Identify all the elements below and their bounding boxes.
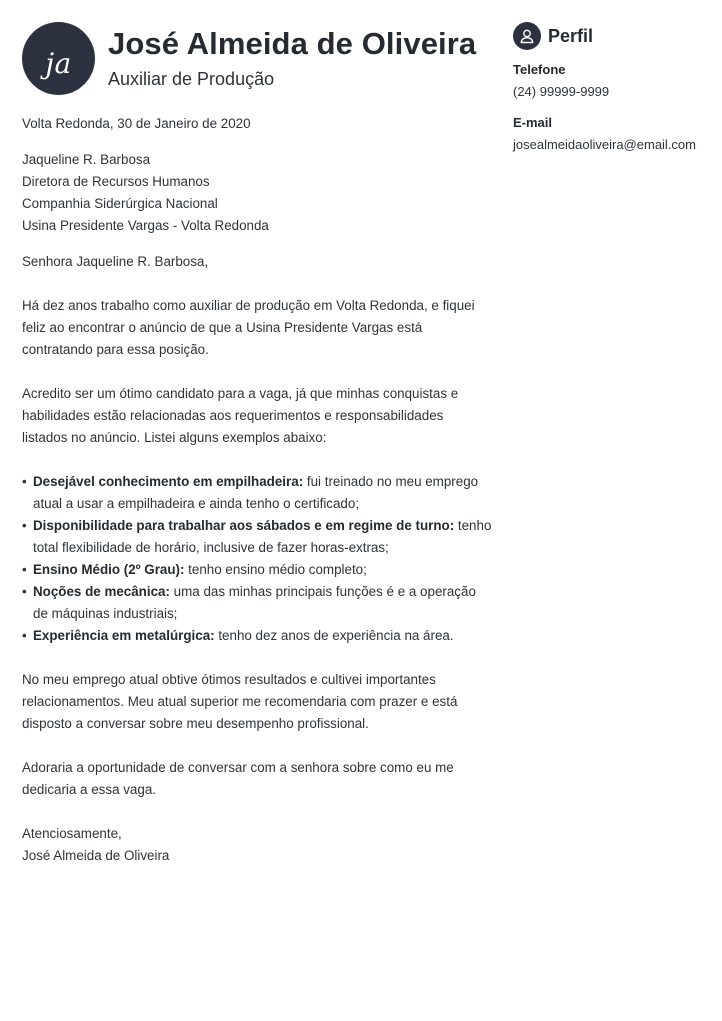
recipient-name: Jaqueline R. Barbosa (22, 152, 151, 167)
bullet-text: tenho total flexibilidade de horário, inclusive de fazer horas-extras; (33, 518, 492, 555)
letter-date: Volta Redonda, 30 de Janeiro de 2020 (22, 116, 251, 131)
bullet-text: tenho dez anos de experiência na área. (214, 628, 454, 643)
bullet-title: Experiência em metalúrgica: (33, 628, 215, 643)
bullet-text: tenho ensino médio completo; (184, 562, 367, 577)
bullet-title: Disponibilidade para trabalhar aos sábados e em regime de turno: (33, 518, 455, 533)
letter-body (22, 113, 492, 867)
bullet-title: Desejável conhecimento em empilhadeira: (33, 474, 304, 489)
recipient-position: Diretora de Recursos Humanos (22, 174, 210, 189)
list-item (22, 581, 492, 625)
signature-name: José Almeida de Oliveira (22, 848, 170, 863)
paragraph-closing: Adoraria a oportunidade de conversar com a senhora sobre como eu me dedicaria a essa vaga. (22, 760, 454, 797)
profile-title: Perfil (548, 25, 594, 46)
bullet-text: uma das minhas principais funções é e a operação de máquinas industriais; (33, 584, 476, 621)
job-title: Auxiliar de Produção (108, 69, 275, 89)
user-icon (513, 22, 541, 50)
bullet-title: Ensino Médio (2º Grau): (33, 562, 185, 577)
email-label: E-mail (513, 115, 553, 130)
list-item (22, 515, 492, 559)
list-item (22, 559, 492, 581)
recipient-block (22, 149, 492, 237)
bullet-title: Noções de mecânica: (33, 584, 170, 599)
avatar-initials: ja (45, 47, 72, 80)
paragraph-intro: Há dez anos trabalho como auxiliar de produção em Volta Redonda, e fiquei feliz ao encontrar o anúncio de que a Usina Presidente Vargas está contratando para essa posição. (22, 298, 475, 357)
recipient-company: Companhia Siderúrgica Nacional (22, 196, 218, 211)
list-item (22, 625, 492, 647)
closing-phrase: Atenciosamente, (22, 826, 122, 841)
sign-off (22, 823, 492, 867)
bullet-text: fui treinado no meu emprego atual a usar a empilhadeira e ainda tenho o certificado; (33, 474, 479, 511)
profile-sidebar (513, 22, 713, 154)
email-value: josealmeidaoliveira@email.com (513, 137, 696, 152)
phone-value: (24) 99999-9999 (513, 84, 610, 99)
list-item (22, 471, 492, 515)
profile-header (513, 22, 713, 50)
applicant-name: José Almeida de Oliveira (108, 26, 477, 61)
salutation: Senhora Jaqueline R. Barbosa, (22, 254, 209, 269)
recipient-location: Usina Presidente Vargas - Volta Redonda (22, 218, 269, 233)
avatar (22, 22, 95, 95)
paragraph-qualifications: Acredito ser um ótimo candidato para a vaga, já que minhas conquistas e habilidades estão relacionadas aos requerimentos e responsabilidades listados no anúncio. Listei alguns exemplos abaixo: (22, 386, 459, 445)
paragraph-references: No meu emprego atual obtive ótimos resultados e cultivei importantes relacionamentos. Meu atual superior me recomendaria com prazer e está disposto a conversar sobre meu desempenho profissional. (22, 672, 458, 731)
phone-label: Telefone (513, 62, 566, 77)
qualifications-list (22, 471, 492, 647)
